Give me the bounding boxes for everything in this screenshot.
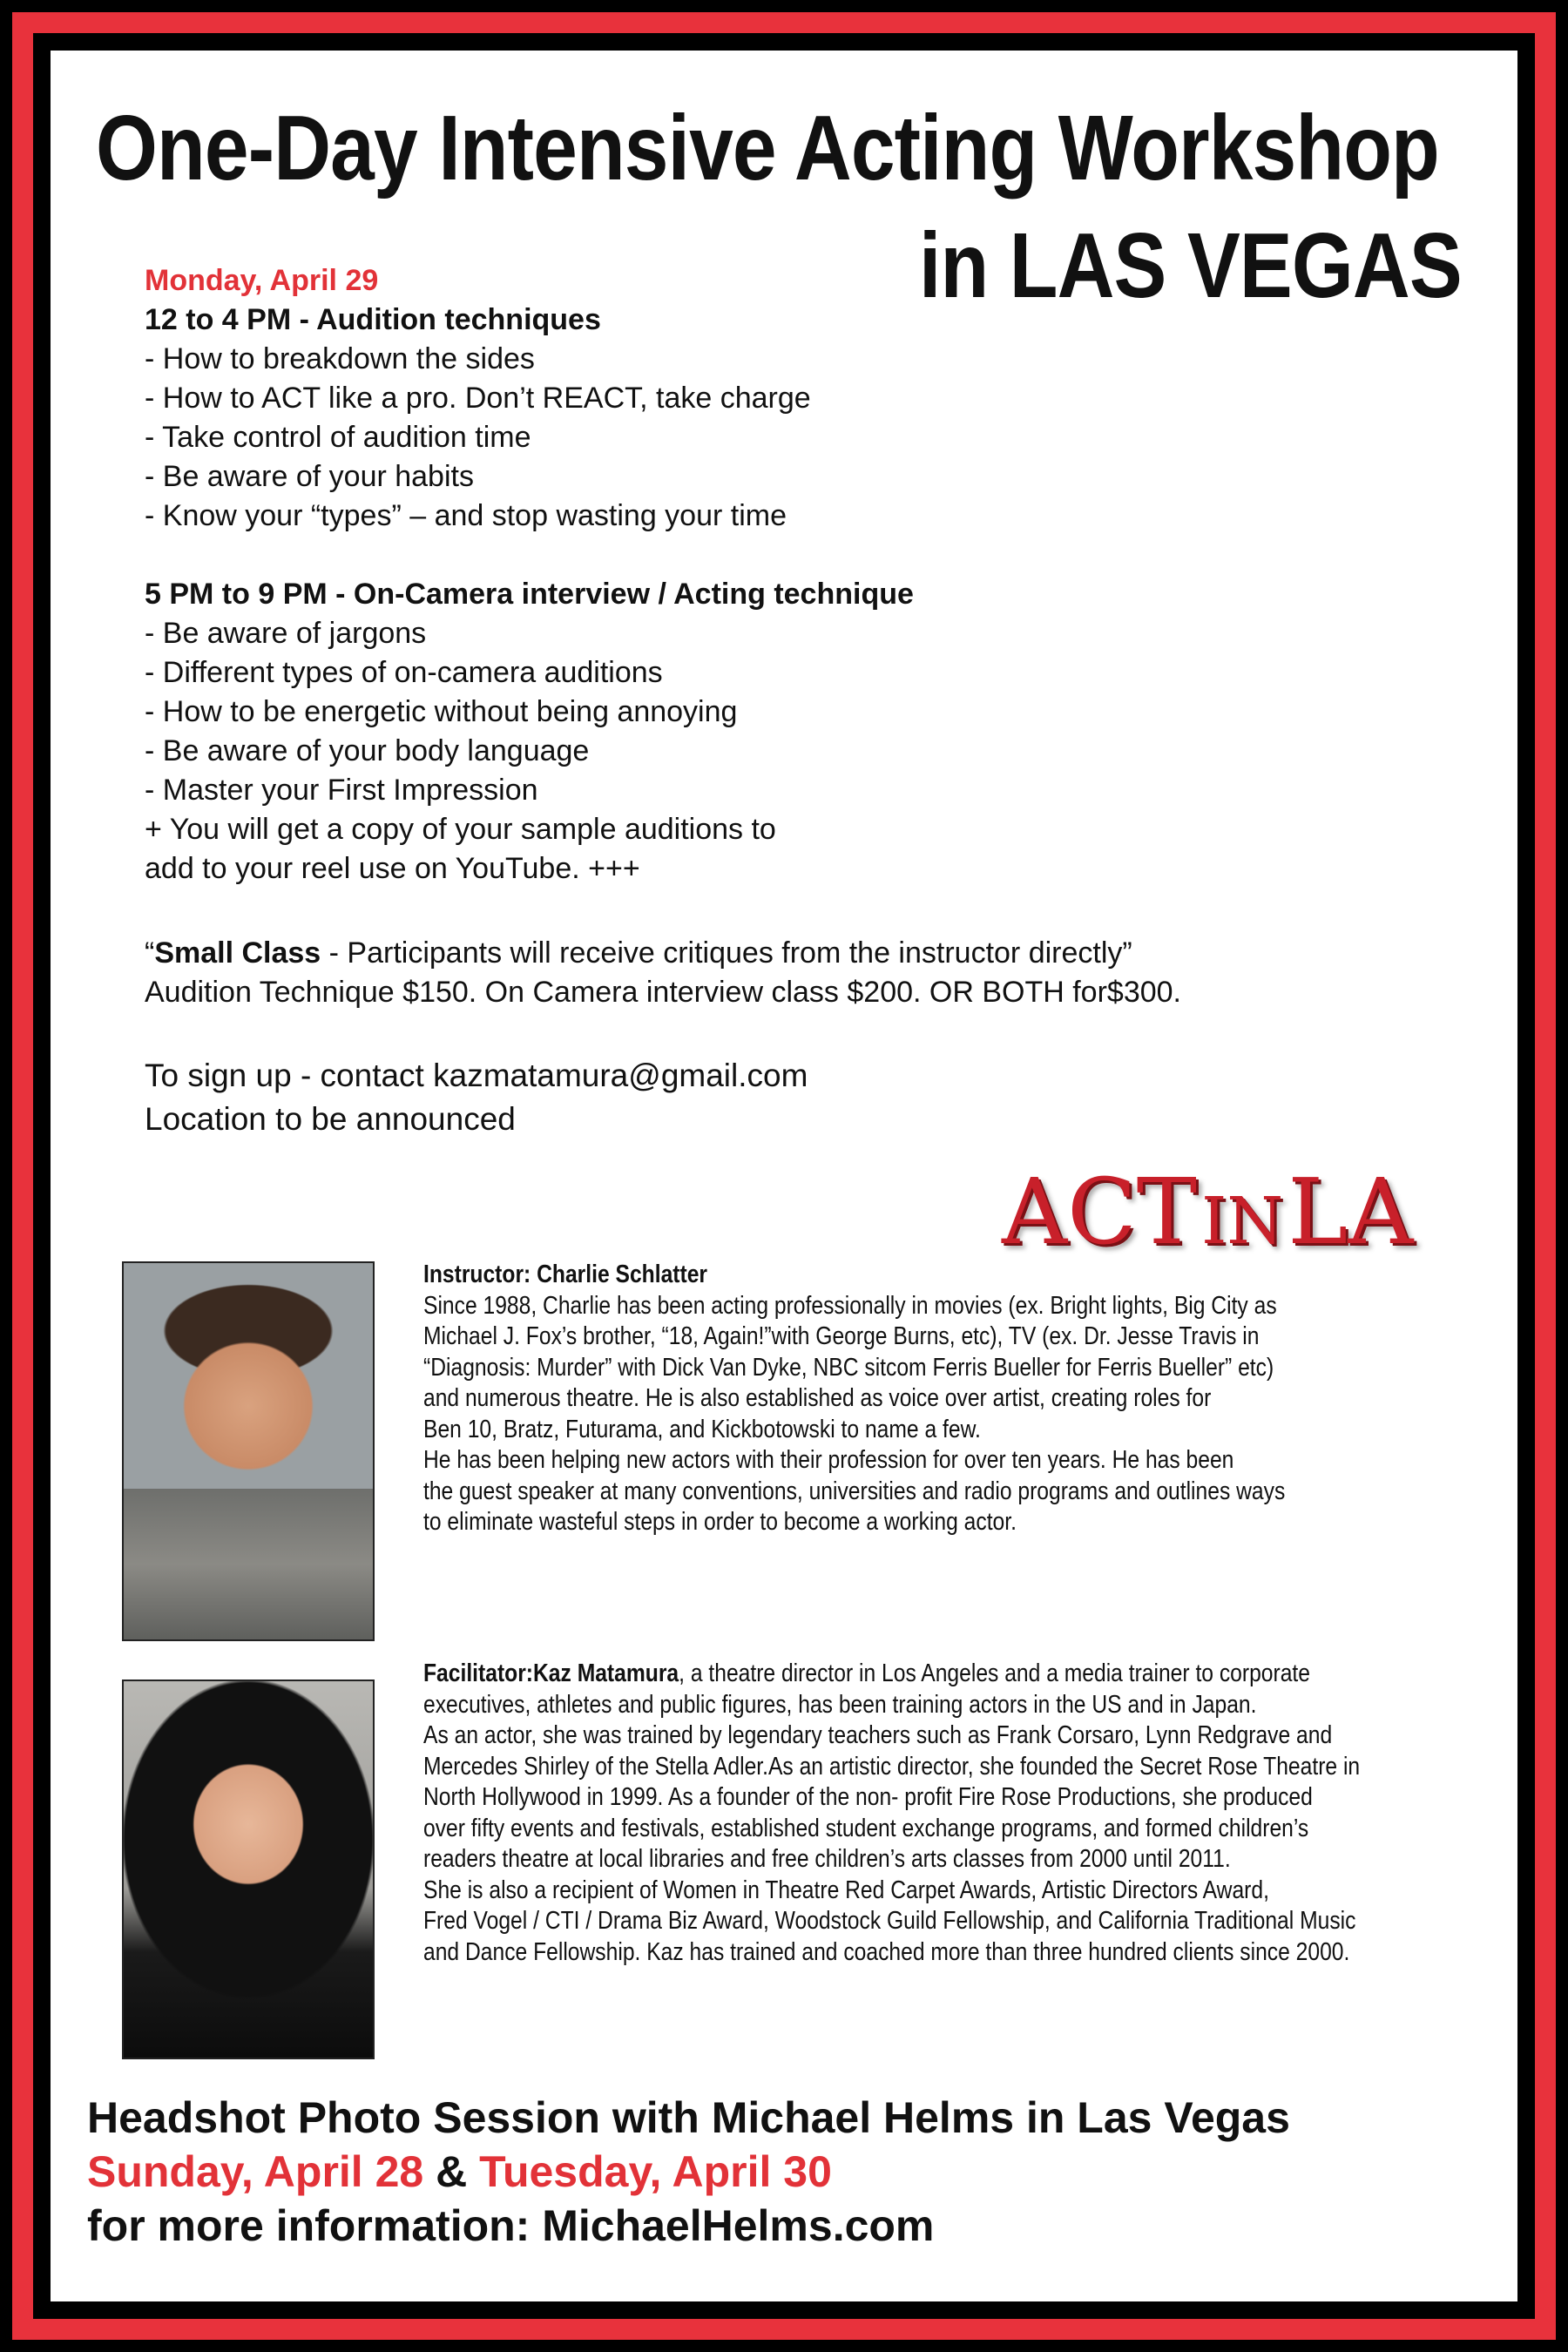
instructor-bio: [423, 1260, 1285, 1538]
footer-date-1: Sunday, April 28: [87, 2147, 424, 2196]
price-list: Audition Technique $150. On Camera interview class $200. OR BOTH for$300.: [145, 976, 1181, 1009]
list-item: - How to ACT like a pro. Don’t REACT, take charge: [145, 382, 811, 415]
instructor-label: Instructor: Charlie Schlatter: [423, 1260, 708, 1288]
bio-line: the guest speaker at many conventions, universities and radio programs and outlines ways: [423, 1477, 1286, 1505]
facilitator-photo: [122, 1680, 375, 2059]
footer-amp: &: [423, 2147, 480, 2196]
list-item: - Different types of on-camera auditions: [145, 656, 663, 689]
schedule-date: Monday, April 29: [145, 264, 379, 297]
small-class-label: Small Class: [154, 936, 321, 970]
instructor-photo: [122, 1261, 375, 1641]
session-2-heading: 5 PM to 9 PM - On-Camera interview / Acting technique: [145, 578, 914, 611]
bio-first-line: [423, 1659, 1360, 1690]
list-item: - Be aware of your body language: [145, 734, 590, 767]
bio-line: Fred Vogel / CTI / Drama Biz Award, Woodstock Guild Fellowship, and California Traditional Music: [423, 1907, 1356, 1935]
list-item: - Be aware of your habits: [145, 460, 474, 493]
session-1-heading: 12 to 4 PM - Audition techniques: [145, 303, 601, 336]
act-in-la-logo: [1002, 1159, 1413, 1265]
location-note: Location to be announced: [145, 1101, 516, 1137]
open-quote: “: [145, 936, 155, 970]
signup-block: [145, 1054, 808, 1141]
footer-info-link: for more information: MichaelHelms.com: [87, 2201, 935, 2250]
facilitator-label: Facilitator:Kaz Matamura: [423, 1659, 679, 1687]
list-item: add to your reel use on YouTube. +++: [145, 852, 640, 885]
logo-act: ACT: [1002, 1159, 1198, 1265]
bio-line: readers theatre at local libraries and free children’s arts classes from 2000 until 2011.: [423, 1845, 1231, 1873]
bio-line: Michael J. Fox’s brother, “18, Again!”with George Burns, etc), TV (ex. Dr. Jesse Travis in: [423, 1322, 1260, 1350]
bio-line: Mercedes Shirley of the Stella Adler.As an artistic director, she founded the Secret Rose Theatre in: [423, 1752, 1361, 1781]
bio-line: Since 1988, Charlie has been acting professionally in movies (ex. Bright lights, Big City as: [423, 1291, 1277, 1320]
logo-la: LA: [1288, 1159, 1414, 1265]
bio-line: He has been helping new actors with their profession for over ten years. He has been: [423, 1446, 1234, 1474]
bio-line: North Hollywood in 1999. As a founder of the non- profit Fire Rose Productions, she produced: [423, 1783, 1313, 1811]
list-item: - Take control of audition time: [145, 421, 531, 454]
facilitator-bio: [423, 1659, 1360, 1968]
bio-line: and numerous theatre. He is also established as voice over artist, creating roles for: [423, 1384, 1212, 1412]
title-line-1: One-Day Intensive Acting Workshop: [96, 97, 1439, 199]
small-class-note: [145, 934, 1181, 973]
bio-line: She is also a recipient of Women in Theatre Red Carpet Awards, Artistic Directors Award,: [423, 1876, 1269, 1904]
list-item: - Be aware of jargons: [145, 617, 427, 650]
bio-line: Ben 10, Bratz, Futurama, and Kickbotowski to name a few.: [423, 1415, 981, 1443]
signup-contact: To sign up - contact kazmatamura@gmail.com: [145, 1058, 808, 1093]
footer-dates: [87, 2145, 1290, 2199]
list-item: - Master your First Impression: [145, 774, 538, 807]
headshot-footer: [87, 2091, 1290, 2253]
bio-line: and Dance Fellowship. Kaz has trained and coached more than three hundred clients since 2000.: [423, 1937, 1350, 1966]
bio-first-line-rest: , a theatre director in Los Angeles and a media trainer to corporate: [679, 1659, 1310, 1687]
list-item: - How to be energetic without being annoying: [145, 695, 738, 728]
list-item: + You will get a copy of your sample auditions to: [145, 813, 776, 846]
pricing-block: [145, 934, 1181, 1012]
footer-headline: Headshot Photo Session with Michael Helms in Las Vegas: [87, 2093, 1290, 2142]
bio-line: executives, athletes and public figures, has been training actors in the US and in Japan.: [423, 1690, 1257, 1719]
schedule-session-2: [145, 575, 914, 889]
bio-line: As an actor, she was trained by legendary teachers such as Frank Corsaro, Lynn Redgrave and: [423, 1721, 1333, 1749]
title-line-2: in LAS VEGAS: [919, 214, 1462, 317]
list-item: - Know your “types” – and stop wasting your time: [145, 499, 787, 532]
bio-line: “Diagnosis: Murder” with Dick Van Dyke, NBC sitcom Ferris Bueller for Ferris Bueller” etc): [423, 1353, 1274, 1382]
footer-date-2: Tuesday, April 30: [479, 2147, 832, 2196]
bio-line: to eliminate wasteful steps in order to become a working actor.: [423, 1508, 1017, 1536]
logo-in: IN: [1201, 1184, 1284, 1259]
small-class-text: - Participants will receive critiques from the instructor directly”: [321, 936, 1132, 970]
schedule-session-1: [145, 261, 811, 536]
bio-line: over fifty events and festivals, established student exchange programs, and formed children’s: [423, 1814, 1309, 1842]
list-item: - How to breakdown the sides: [145, 342, 535, 375]
